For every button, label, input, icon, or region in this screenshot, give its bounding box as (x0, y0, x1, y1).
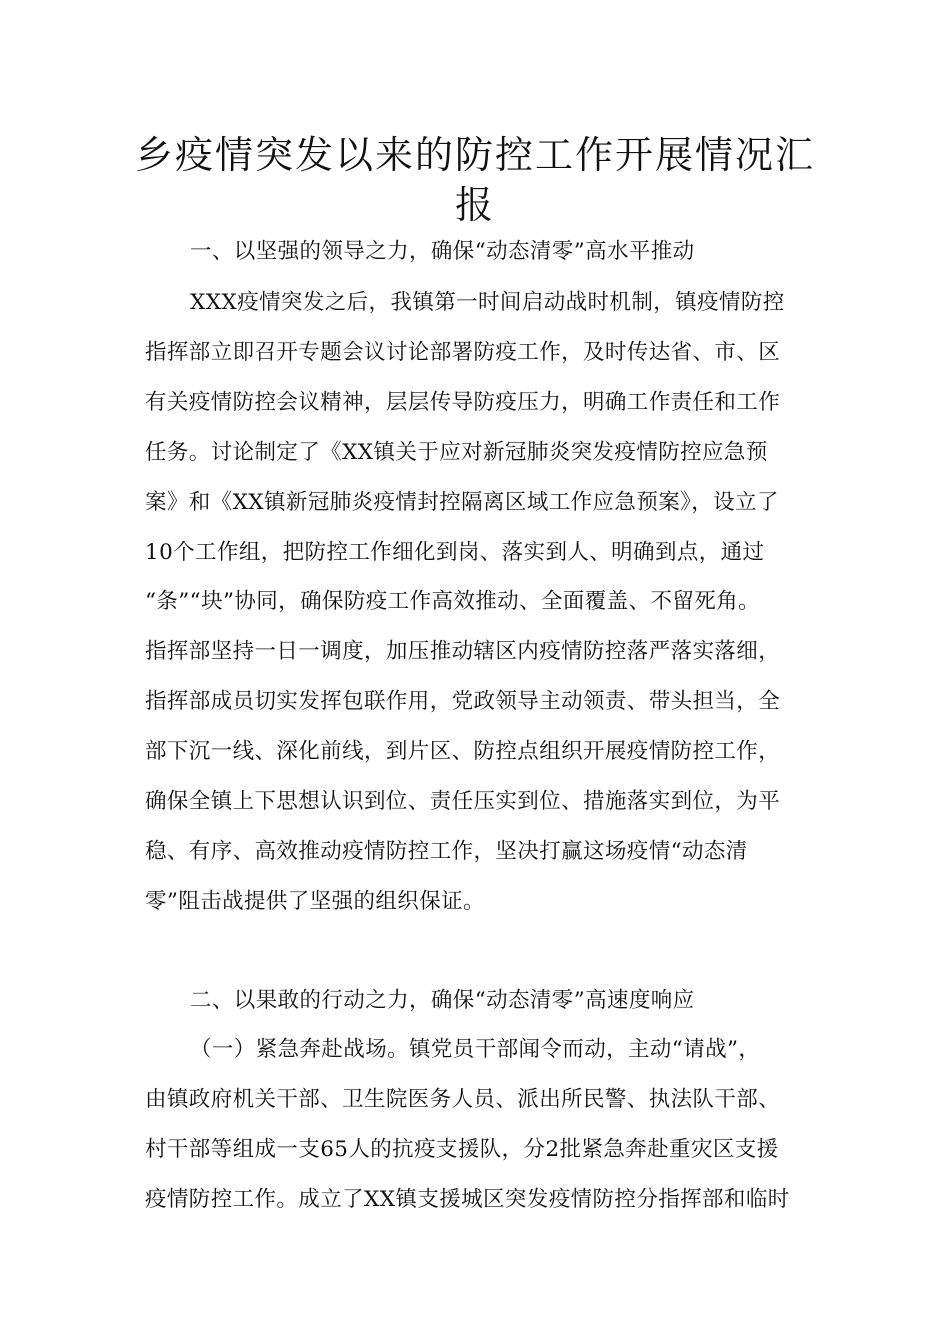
paragraph-line: 任务。讨论制定了《XX镇关于应对新冠肺炎突发疫情防控应急预 (145, 440, 768, 465)
paragraph-line: 10个工作组，把防控工作细化到岗、落实到人、明确到点，通过 (145, 540, 765, 565)
paragraph-line: 指挥部坚持一日一调度，加压推动辖区内疫情防控落严落实落细， (145, 639, 781, 664)
paragraph-line: 村干部等组成一支65人的抗疫支援队，分2批紧急奔赴重灾区支援 (145, 1137, 779, 1162)
paragraph-line: 由镇政府机关干部、卫生院医务人员、派出所民警、执法队干部、 (145, 1087, 781, 1112)
paragraph-line: “条”“块”协同，确保防疫工作高效推动、全面覆盖、不留死角。 (145, 589, 760, 614)
paragraph-line: 稳、有序、高效推动疫情防控工作，坚决打赢这场疫情“动态清 (145, 839, 748, 864)
section-heading-1: 一、以坚强的领导之力，确保“动态清零”高水平推动 (190, 239, 695, 264)
paragraph-line: 部下沉一线、深化前线，到片区、防控点组织开展疫情防控工作， (145, 739, 781, 764)
paragraph-line: 指挥部立即召开专题会议讨论部署防疫工作，及时传达省、市、区 (145, 340, 781, 365)
paragraph-line: 零”阻击战提供了坚强的组织保证。 (145, 889, 485, 914)
title-line-2: 报 (454, 183, 495, 227)
paragraph-line: （一）紧急奔赴战场。镇党员干部闻令而动，主动“请战”， (190, 1037, 761, 1062)
paragraph-line: 疫情防控工作。成立了XX镇支援城区突发疫情防控分指挥部和临时 (145, 1187, 790, 1212)
paragraph-line: 确保全镇上下思想认识到位、责任压实到位、措施落实到位，为平 (145, 789, 781, 814)
paragraph-line: 有关疫情防控会议精神，层层传导防疫压力，明确工作责任和工作 (145, 390, 781, 415)
document-title (0, 130, 950, 230)
paragraph-line: 案》和《XX镇新冠肺炎疫情封控隔离区域工作应急预案》，设立了 (145, 490, 779, 515)
title-line-1: 乡疫情突发以来的防控工作开展情况汇 (134, 133, 815, 177)
section-heading-2: 二、以果敢的行动之力，确保“动态清零”高速度响应 (190, 988, 695, 1013)
paragraph-line: XXX疫情突发之后，我镇第一时间启动战时机制，镇疫情防控 (190, 290, 785, 315)
paragraph-line: 指挥部成员切实发挥包联作用，党政领导主动领责、带头担当，全 (145, 689, 781, 714)
